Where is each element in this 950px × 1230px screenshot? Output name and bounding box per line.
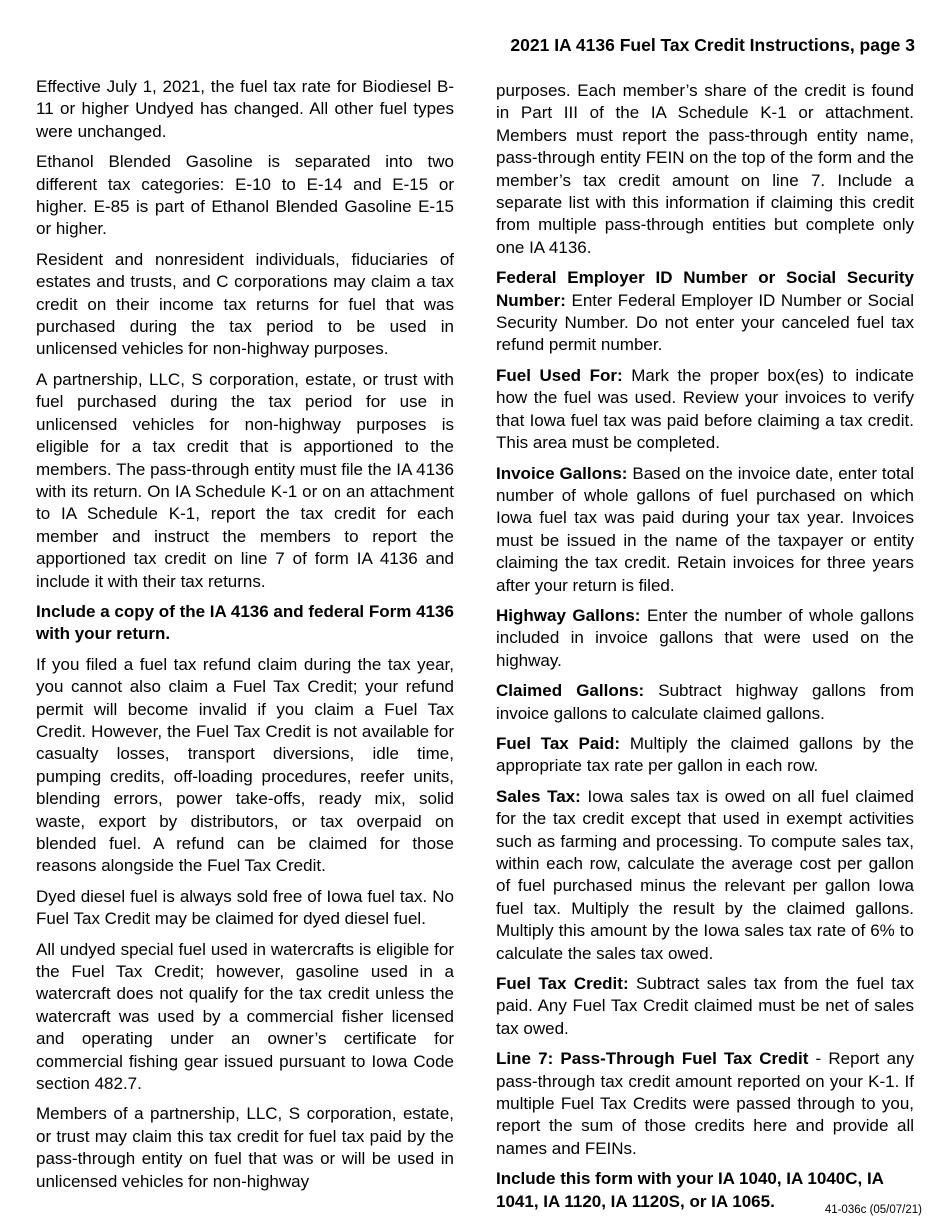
fuel-used-text: Mark the proper box(es) to indicate how the fuel was used. Review your invoices to verify that Iowa fuel tax was paid before claiming a tax credit. This area must be completed. <box>496 365 914 453</box>
line-7-label: Line 7: Pass-Through Fuel Tax Credit <box>496 1049 809 1069</box>
paragraph-include-form: Include this form with your IA 1040, IA 1040C, IA 1041, IA 1120, IA 1120S, or IA 1065. <box>496 1169 884 1211</box>
paragraph-refund-claim: If you filed a fuel tax refund claim during the tax year, you cannot also claim a Fuel Tax Credit; your refund permit will become invalid if you claim a Fuel Tax Credit. However, the Fuel Tax Credit is not available for casualty losses, transport diversions, idle time, pumping credits, off-loading procedures, reefer units, blending errors, power take-offs, ready mix, solid waste, export by distributors, or tax overpaid on blended fuel. A refund can be claimed for those reasons alongside the Fuel Tax Credit. <box>36 654 454 876</box>
section-fuel-used-for <box>496 365 914 455</box>
left-column <box>36 76 454 1201</box>
section-fein <box>496 267 914 357</box>
highway-gallons-label: Highway Gallons: <box>496 605 641 625</box>
paragraph-pass-through-entities: A partnership, LLC, S corporation, estate, or trust with fuel purchased during the tax period for use in unlicensed vehicles for non-highway purposes is eligible for a tax credit that is apportioned to the members. The pass-through entity must file the IA 4136 with its return. On IA Schedule K-1 or on an attachment to IA Schedule K-1, report the tax credit for each member and instruct the members to report the apportioned tax credit on line 7 of form IA 4136 and include it with their tax returns. <box>36 369 454 591</box>
fuel-tax-paid-text: Multiply the claimed gallons by the appropriate tax rate per gallon in each row. <box>496 733 914 776</box>
paragraph-dyed-diesel: Dyed diesel fuel is always sold free of Iowa fuel tax. No Fuel Tax Credit may be claimed for dyed diesel fuel. <box>36 886 454 929</box>
section-sales-tax <box>496 786 914 965</box>
section-fuel-tax-credit <box>496 973 914 1040</box>
fein-label: Federal Employer ID Number or Social Security Number: <box>496 268 914 310</box>
fuel-tax-paid-label: Fuel Tax Paid: <box>496 733 621 753</box>
section-claimed-gallons <box>496 680 914 725</box>
highway-gallons-text: Enter the number of whole gallons included in invoice gallons that were used on the highway. <box>496 605 914 670</box>
paragraph-eligible-claimants: Resident and nonresident individuals, fiduciaries of estates and trusts, and C corporations may claim a tax credit on their income tax returns for fuel that was purchased during the tax period to be used in unlicensed vehicles for non-highway purposes. <box>36 249 454 359</box>
paragraph-ethanol-categories: Ethanol Blended Gasoline is separated into two different tax categories: E-10 to E-14 and E-15 or higher. E-85 is part of Ethanol Blended Gasoline E-15 or higher. <box>36 152 454 239</box>
section-fuel-tax-paid <box>496 733 914 778</box>
section-line-7 <box>496 1048 914 1160</box>
sales-tax-label: Sales Tax: <box>496 786 581 806</box>
page-header: 2021 IA 4136 Fuel Tax Credit Instructions, page 3 <box>510 35 915 55</box>
fuel-tax-credit-label: Fuel Tax Credit: <box>496 974 629 994</box>
form-code: 41-036c (05/07/21) <box>824 1204 922 1216</box>
claimed-gallons-label: Claimed Gallons: <box>496 681 645 701</box>
paragraph-biodiesel-rate: Effective July 1, 2021, the fuel tax rate for Biodiesel B-11 or higher Undyed has changed. All other fuel types were unchanged. <box>36 77 454 141</box>
paragraph-member-share: purposes. Each member’s share of the credit is found in Part III of the IA Schedule K-1 or attachment. Members must report the pass-through entity name, pass-through entity FEIN on the top of the form and the member’s tax credit amount on line 7. Include a separate list with this information if claiming this credit from multiple pass-through entities but complete only one IA 4136. <box>496 81 914 257</box>
paragraph-include-copy: Include a copy of the IA 4136 and federal Form 4136 with your return. <box>36 601 454 644</box>
invoice-gallons-label: Invoice Gallons: <box>496 463 628 483</box>
sales-tax-text: Iowa sales tax is owed on all fuel claimed for the tax credit except that used in exempt activities such as farming and processing. To compute sales tax, within each row, calculate the average cost per gallon of fuel purchased minus the relevant per gallon Iowa fuel tax. Multiply the result by the claimed gallons. Multiply this amount by the Iowa sales tax rate of 6% to calculate the sales tax owed. <box>496 786 914 963</box>
fuel-used-label: Fuel Used For: <box>496 365 623 385</box>
claimed-gallons-text: Subtract highway gallons from invoice gallons to calculate claimed gallons. <box>496 681 914 723</box>
fein-text: Enter Federal Employer ID Number or Social Security Number. Do not enter your canceled fuel tax refund permit number. <box>496 290 914 355</box>
paragraph-members-claim: Members of a partnership, LLC, S corporation, estate, or trust may claim this tax credit for fuel tax paid by the pass-through entity on fuel that was or will be used in unlicensed vehicles for non-highway <box>36 1104 454 1191</box>
section-highway-gallons <box>496 605 914 672</box>
line-7-text: - Report any pass-through tax credit amount reported on your K-1. If multiple Fuel Tax Credits were passed through to you, report the sum of those credits here and provide all names and FEINs. <box>496 1049 915 1158</box>
right-column <box>496 80 914 1221</box>
paragraph-watercraft: All undyed special fuel used in watercrafts is eligible for the Fuel Tax Credit; however, gasoline used in a watercraft does not qualify for the tax credit unless the watercraft was used by a commercial fisher licensed and operating under an owner’s certificate for commercial fishing gear issued pursuant to Iowa Code section 482.7. <box>36 939 454 1094</box>
fuel-tax-credit-text: Subtract sales tax from the fuel tax paid. Any Fuel Tax Credit claimed must be net of sales tax owed. <box>496 974 914 1038</box>
invoice-gallons-text: Based on the invoice date, enter total number of whole gallons of fuel purchased on which Iowa fuel tax was paid during your tax year. Invoices must be issued in the name of the taxpayer or entity claiming the tax credit. Retain invoices for three years after your return is filed. <box>496 463 914 595</box>
section-invoice-gallons <box>496 463 914 597</box>
